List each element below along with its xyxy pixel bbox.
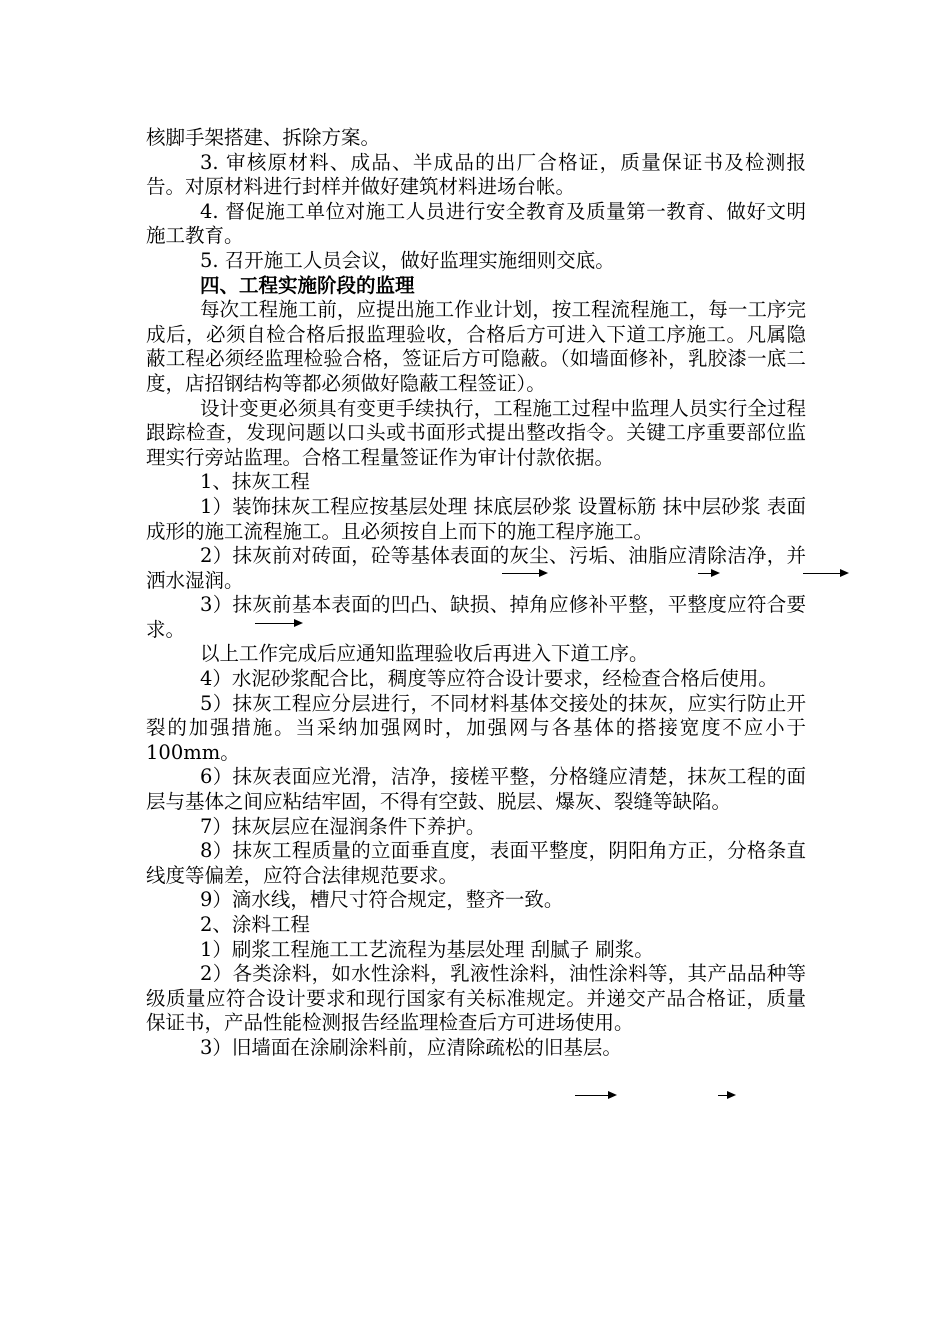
paragraph: 5）抹灰工程应分层进行，不同材料基体交接处的抹灰，应实行防止开裂的加强措施。当采纳加强网时，加强网与各基体的搭接宽度不应小于 100mm。: [146, 691, 806, 764]
paragraph: 4）水泥砂浆配合比，稠度等应符合设计要求，经检查合格后使用。: [200, 667, 778, 691]
paragraph: 以上工作完成后应通知监理验收后再进入下道工序。: [200, 642, 649, 666]
paragraph: 8）抹灰工程质量的立面垂直度，表面平整度，阴阳角方正，分格条直线度等偏差，应符合法律规范要求。: [146, 839, 806, 887]
section-heading: 四、工程实施阶段的监理: [200, 273, 415, 297]
paragraph: 2）抹灰前对砖面，砼等基体表面的灰尘、污垢、油脂应清除洁净，并洒水湿润。: [146, 544, 806, 592]
paragraph: 3）旧墙面在涂刷涂料前，应清除疏松的旧基层。: [200, 1035, 622, 1059]
paragraph: 1）装饰抹灰工程应按基层处理 抹底层砂浆 设置标筋 抹中层砂浆 表面成形的施工流程施工。且必须按自上而下的施工程序施工。: [146, 494, 806, 543]
document-body: [146, 126, 806, 1061]
paragraph: 7）抹灰层应在湿润条件下养护。: [200, 814, 486, 838]
subsection-heading: 1、抹灰工程: [200, 470, 310, 494]
subsection-heading: 2、涂料工程: [200, 913, 310, 936]
paragraph: 核脚手架搭建、拆除方案。: [146, 126, 381, 149]
flow-arrow-icon: [718, 1095, 734, 1096]
paragraph: 设计变更必须具有变更手续执行，工程施工过程中监理人员实行全过程跟踪检查，发现问题以口头或书面形式提出整改指令。关键工序重要部位监理实行旁站监理。合格工程量签证作为审计付款依据。: [146, 396, 806, 469]
flow-arrow-icon: [502, 573, 546, 574]
paragraph: 每次工程施工前，应提出施工作业计划，按工程流程施工，每一工序完成后，必须自检合格后报监理验收，合格后方可进入下道工序施工。凡属隐蔽工程必须经监理检验合格，签证后方可隐蔽。（如墙面修补，乳胶漆一底二度，店招钢结构等都必须做好隐蔽工程签证）。: [146, 298, 806, 395]
paragraph: 5. 召开施工人员会议，做好监理实施细则交底。: [200, 248, 615, 272]
paragraph: 9）滴水线，槽尺寸符合规定，整齐一致。: [200, 888, 564, 912]
flow-arrow-icon: [698, 573, 718, 574]
paragraph: 3. 审核原材料、成品、半成品的出厂合格证，质量保证书及检测报告。对原材料进行封样并做好建筑材料进场台帐。: [146, 150, 806, 199]
paragraph: 3）抹灰前基本表面的凹凸、缺损、掉角应修补平整，平整度应符合要求。: [146, 593, 806, 641]
flow-arrow-icon: [255, 623, 301, 624]
paragraph: 1）刷浆工程施工工艺流程为基层处理 刮腻子 刷浆。: [200, 937, 654, 961]
paragraph: 4. 督促施工单位对施工人员进行安全教育及质量第一教育、做好文明施工教育。: [146, 199, 806, 248]
paragraph: 2）各类涂料，如水性涂料，乳液性涂料，油性涂料等，其产品品种等级质量应符合设计要求和现行国家有关标准规定。并递交产品合格证，质量保证书，产品性能检测报告经监理检查后方可进场使用。: [146, 962, 806, 1035]
paragraph: 6）抹灰表面应光滑，洁净，接槎平整，分格缝应清楚，抹灰工程的面层与基体之间应粘结牢固，不得有空鼓、脱层、爆灰、裂缝等缺陷。: [146, 765, 806, 814]
flow-arrow-icon: [803, 573, 847, 574]
flow-arrow-icon: [575, 1095, 615, 1096]
